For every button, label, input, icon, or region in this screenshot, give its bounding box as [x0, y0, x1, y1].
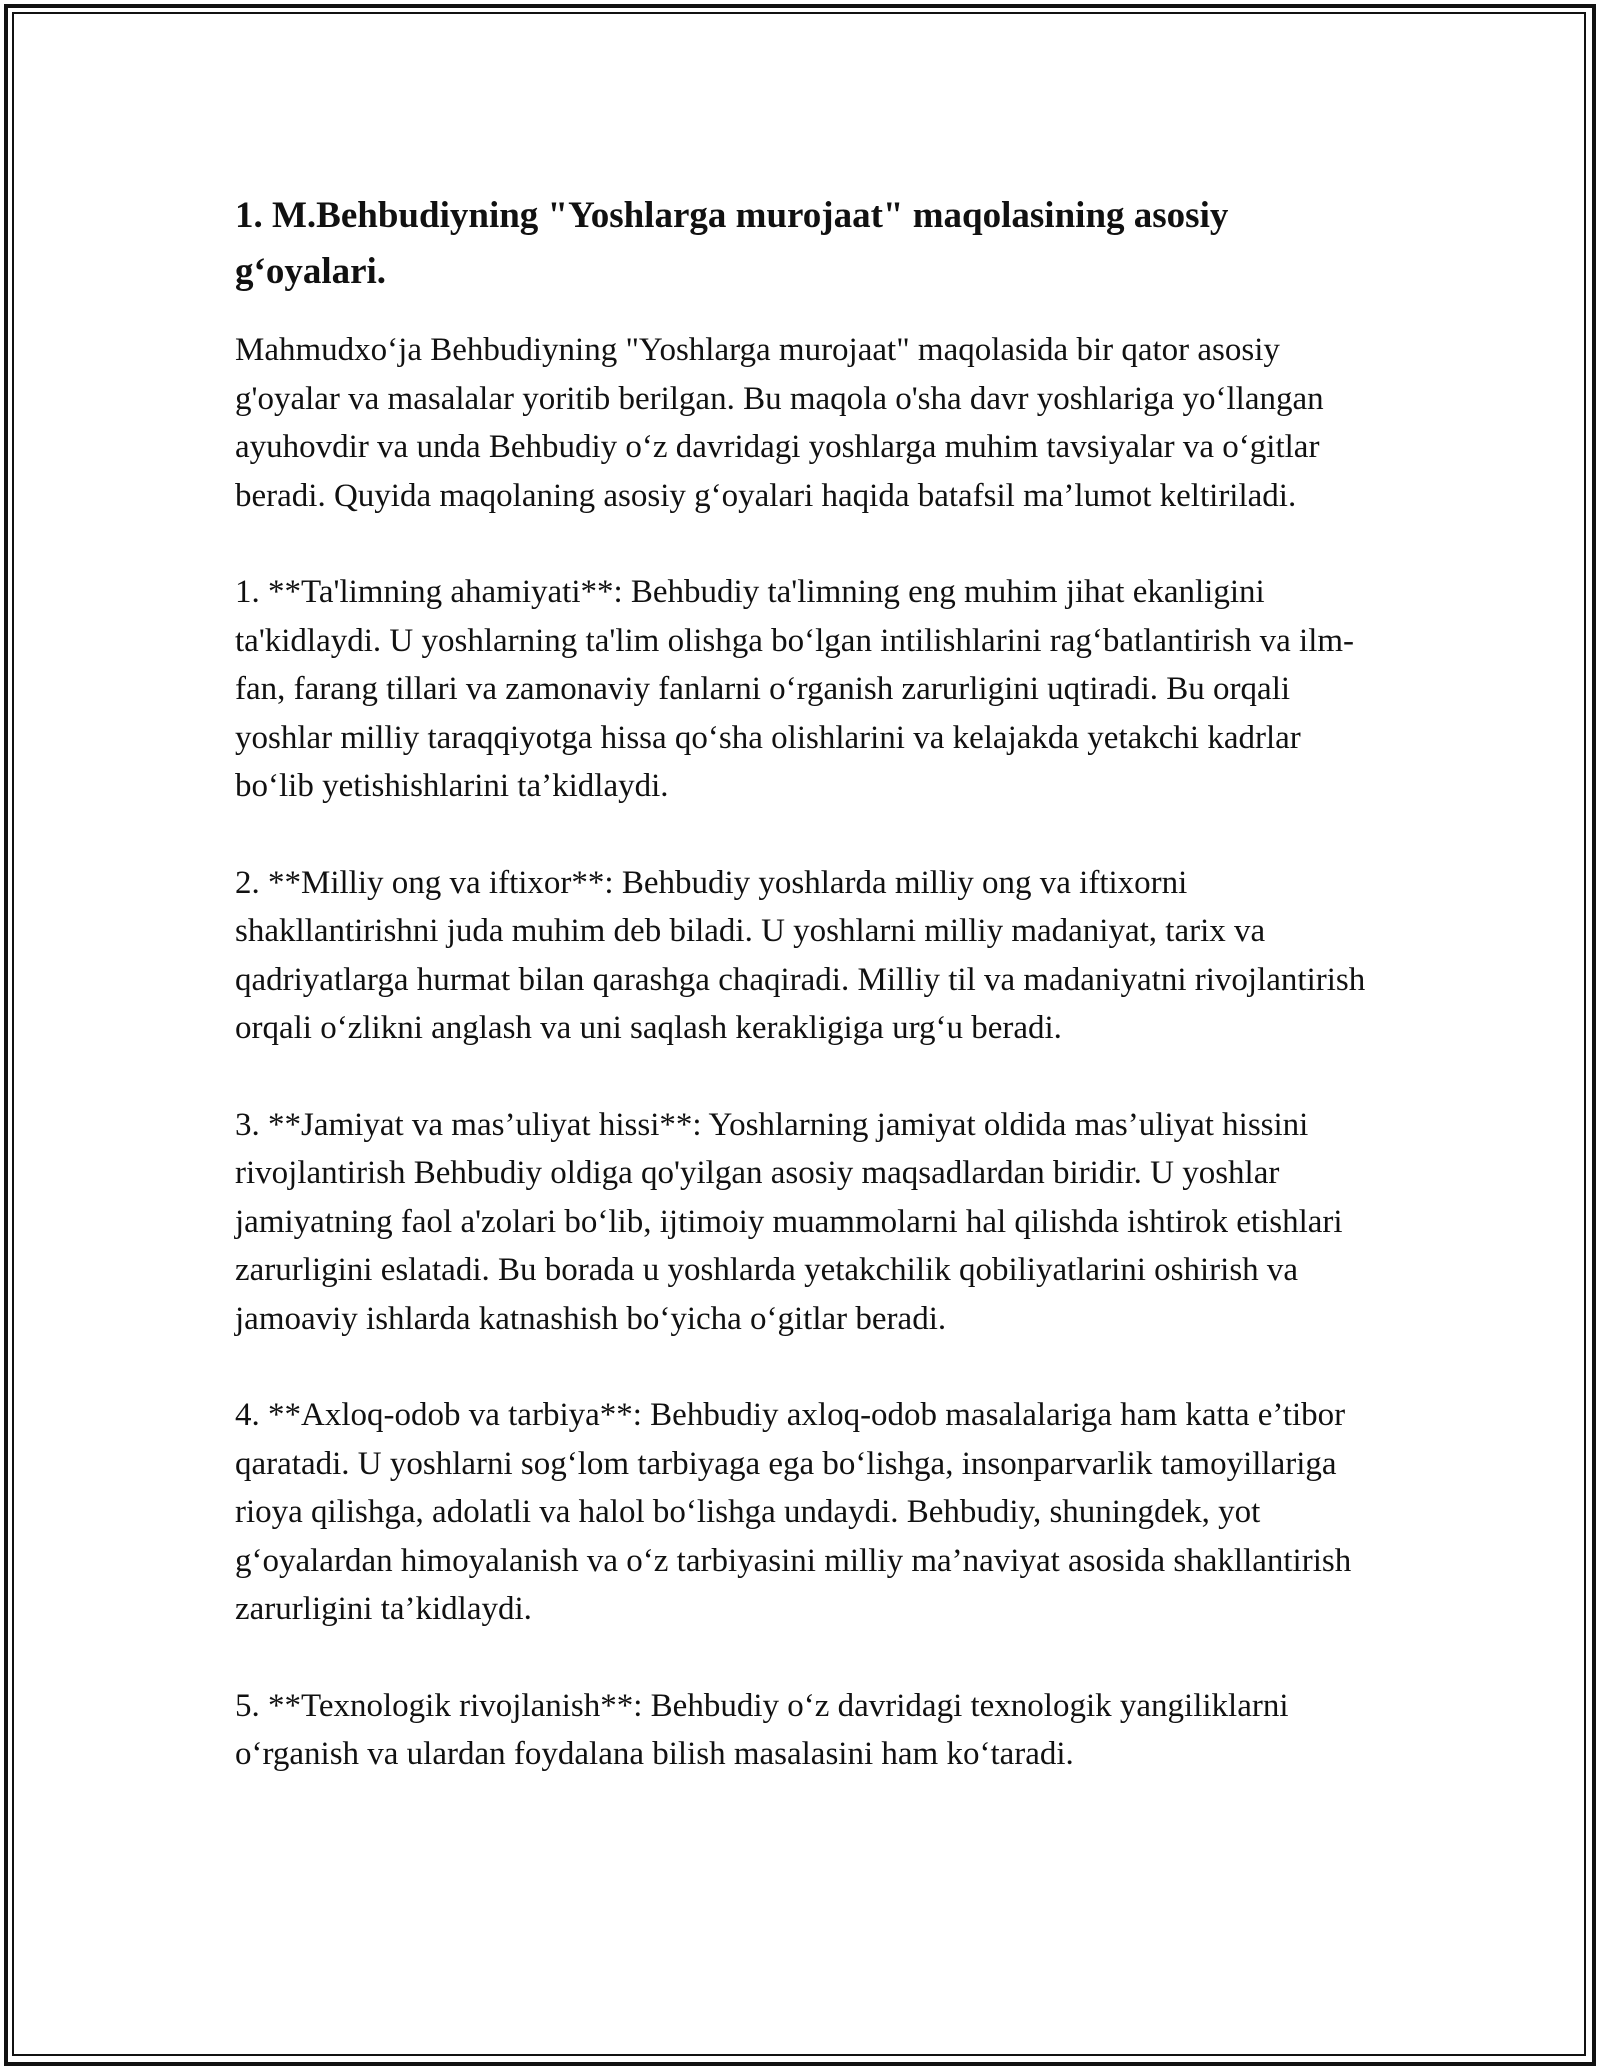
paragraph-jamiyat: 3. **Jamiyat va mas’uliyat hissi**: Yoshlarning jamiyat oldida mas’uliyat hissini rivojlantirish Behbudiy oldiga qo'yilgan asosiy maqsadlardan biridir. U yoshlar jamiyatning faol a'zolari bo‘lib, ijtimoiy muammolarni hal qilishda ishtirok etishlari zarurligini eslatadi. Bu borada u yoshlarda yetakchilik qobiliyatlarini oshirish va jamoaviy ishlarda katnashish bo‘yicha o‘gitlar beradi.	[235, 1106, 1343, 1337]
paragraph-talim: 1. **Ta'limning ahamiyati**: Behbudiy ta'limning eng muhim jihat ekanligini ta'kidlaydi. U yoshlarning ta'lim olishga bo‘lgan intilishlarini rag‘batlantirish va ilm-fan, farang tillari va zamonaviy fanlarni o‘rganish zarurligini uqtiradi. Bu orqali yoshlar milliy taraqqiyotga hissa qo‘sha olishlarini va kelajakda yetakchi kadrlar bo‘lib yetishishlarini ta’kidlaydi.	[235, 574, 1355, 804]
document-body	[235, 188, 1375, 1827]
document-title: 1. M.Behbudiyning "Yoshlarga murojaat" maqolasining asosiy g‘oyalari.	[235, 195, 1229, 292]
paragraph-axloq: 4. **Axloq-odob va tarbiya**: Behbudiy axloq-odob masalalariga ham katta e’tibor qaratadi. U yoshlarni sog‘lom tarbiyaga ega bo‘lishga, insonparvarlik tamoyillariga rioya qilishga, adolatli va halol bo‘lishga undaydi. Behbudiy, shuningdek, yot g‘oyalardan himoyalanish va o‘z tarbiyasini milliy ma’naviyat asosida shakllantirish zarurligini ta’kidlaydi.	[235, 1397, 1352, 1627]
intro-paragraph: Mahmudxo‘ja Behbudiyning "Yoshlarga murojaat" maqolasida bir qator asosiy g'oyalar va masalalar yoritib berilgan. Bu maqola o'sha davr yoshlariga yo‘llangan ayuhovdir va unda Behbudiy o‘z davridagi yoshlarga muhim tavsiyalar va o‘gitlar beradi. Quyida maqolaning asosiy g‘oyalari haqida batafsil ma’lumot keltiriladi.	[235, 332, 1324, 514]
paragraph-texnologik: 5. **Texnologik rivojlanish**: Behbudiy o‘z davridagi texnologik yangiliklarni o‘rganish va ulardan foydalana bilish masalasini ham ko‘taradi.	[235, 1687, 1289, 1772]
paragraph-milliy-ong: 2. **Milliy ong va iftixor**: Behbudiy yoshlarda milliy ong va iftixorni shakllantirishni juda muhim deb biladi. U yoshlarni milliy madaniyat, tarix va qadriyatlarga hurmat bilan qarashga chaqiradi. Milliy til va madaniyatni rivojlantirish orqali o‘zlikni anglash va uni saqlash kerakligiga urg‘u beradi.	[235, 864, 1366, 1046]
